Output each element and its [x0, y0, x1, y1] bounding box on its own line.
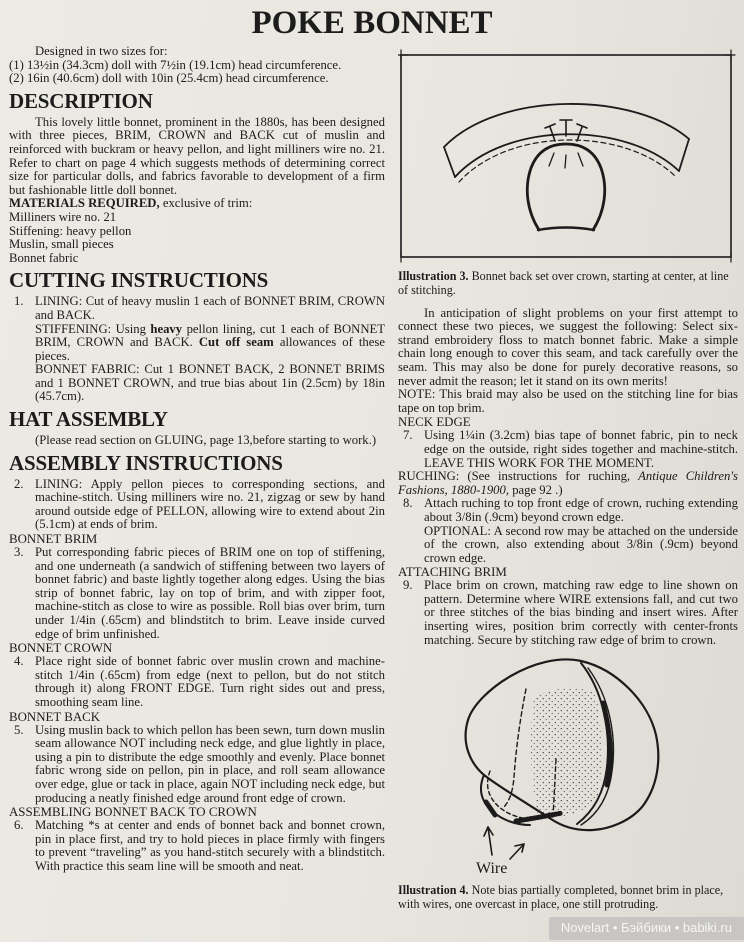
item-5-text: Using muslin back to which pellon has been sewn, turn down muslin seam allowance NOT including neck edge, and glue lightly in place, using a pin to distribute the edge smoothly and evenly. Place bonnet fabric wrong side on pellon, pin in place, and roll seam allowance over edge, glue or tack in place, again NOT including neck edge, but producing a neatly finished edge around front edge of crown.: [35, 722, 385, 805]
intro-lead: Designed in two sizes for:: [35, 44, 168, 58]
watermark-badge: [549, 917, 744, 940]
intro-size-1: (1) 13½in (34.3cm) doll with 7½in (19.1cm) head circumference.: [9, 57, 342, 72]
item-number: 7.: [403, 428, 413, 443]
materials-item: Milliners wire no. 21: [9, 209, 117, 224]
watermark-text: Novelart • Бэйбики • babiki.ru: [560, 920, 732, 935]
item-number: 4.: [14, 654, 24, 669]
assembly-item-2: [9, 478, 385, 532]
materials-item: Bonnet fabric: [9, 250, 79, 265]
item-number: 8.: [403, 496, 413, 511]
illustration-3-caption: Illustration 3. Bonnet back set over crown, starting at center, at line of stitching.: [398, 269, 729, 297]
subhead-bonnet-back: BONNET BACK: [9, 709, 101, 724]
right-column: [398, 45, 738, 912]
hat-assembly-heading: HAT ASSEMBLY: [9, 407, 168, 432]
illustration-3: [398, 49, 738, 263]
item-3-text: Put corresponding fabric pieces of BRIM one on top of stiffening, and one underneath (a sandwich of stiffening between two layers of bonnet fabric) and baste lightly together along edges. Using the bias strip of bonnet fabric, lay on top of brim, and with zipper foot, machine-stitch as close to wire as possible. Roll bias over brim, turn under 1/4in (.65cm) and blindstitch to brim. Leave inside curved edge of brim unfinished.: [35, 545, 385, 641]
intro-size-2: (2) 16in (40.6cm) doll with 10in (25.4cm) head circumference.: [9, 71, 329, 86]
description-paragraph: This lovely little bonnet, prominent in the 1880s, has been designed with three pieces, BRIM, CROWN and BACK cut of muslin and reinforced with buckram or heavy pellon, and light milliners wire no. 21. Refer to chart on page 4 which suggests methods of determining correct size for particular dolls, and fabrics favorable to development of a firm but fashionable little doll bonnet.: [9, 114, 385, 197]
assembly-instructions-heading: ASSEMBLY INSTRUCTIONS: [9, 450, 283, 475]
assembly-item-4: [9, 655, 385, 709]
item-number: 1.: [14, 294, 24, 309]
item-text: [35, 295, 385, 404]
item-number: 9.: [403, 578, 413, 593]
cutting-instructions-heading: CUTTING INSTRUCTIONS: [9, 268, 269, 293]
materials-item: Muslin, small pieces: [9, 237, 114, 252]
item-8: [398, 497, 738, 565]
item-number: 6.: [14, 818, 24, 833]
cutting-lining: LINING: Cut of heavy muslin 1 each of BONNET BRIM, CROWN and BACK.: [35, 294, 385, 322]
illustration-4: [404, 649, 738, 877]
materials-item: Stiffening: heavy pellon: [9, 223, 132, 238]
page-title: POKE BONNET: [251, 5, 493, 41]
illustration-4-drawing: [404, 649, 724, 877]
materials-heading-bold: MATERIALS REQUIRED,: [9, 196, 160, 211]
assembly-item-6: [9, 819, 385, 873]
materials-heading-rest: exclusive of trim:: [159, 196, 253, 211]
item-4-text: Place right side of bonnet fabric over muslin crown and machine-stitch 1/4in (.65cm) from edge (next to pellon, but do not stitch through it) along FRONT EDGE. Turn right sides out and press, smoothing seam line.: [35, 654, 385, 709]
item-7-text: Using 1¼in (3.2cm) bias tape of bonnet fabric, pin to neck edge on the outside, right sides together and machine-stitch. LEAVE THIS WORK FOR THE MOMENT.: [424, 428, 738, 470]
subhead-bonnet-crown: BONNET CROWN: [9, 641, 113, 656]
item-8-optional: OPTIONAL: A second row may be attached on the underside of the crown, also extending about 3/8in (.9cm) beyond crown edge.: [424, 523, 738, 565]
two-column-layout: [0, 45, 744, 912]
subhead-assembling-back-to-crown: ASSEMBLING BONNET BACK TO CROWN: [9, 805, 257, 820]
assembly-item-3: [9, 546, 385, 641]
subhead-bonnet-brim: BONNET BRIM: [9, 532, 98, 547]
cutting-item-1: [9, 295, 385, 404]
item-number: 2.: [14, 476, 24, 491]
materials-heading: [9, 197, 385, 211]
subhead-attaching-brim: ATTACHING BRIM: [398, 565, 507, 580]
item-9-text: Place brim on crown, matching raw edge to line shown on pattern. Determine where WIRE extensions fall, and cut two or three stitches of the bias binding and insert wires. After inserting wires, position brim correctly with center-fronts matching. Secure by stitching raw edge of brim to crown.: [424, 578, 738, 647]
item-number: 5.: [14, 722, 24, 737]
gluing-note: (Please read section on GLUING, page 13,before starting to work.): [35, 433, 377, 448]
left-column: [9, 45, 385, 912]
subhead-neck-edge: NECK EDGE: [398, 415, 471, 430]
wire-label: Wire: [476, 860, 508, 878]
item-number: 3.: [14, 545, 24, 560]
item-9: [398, 579, 738, 647]
item-2-text: LINING: Apply pellon pieces to corresponding sections, and machine-stitch. Using milliners wire no. 21, zigzag or sew by hand around outside edge of PELLON, allowing wire to extend about 2in (5.1cm) at ends of brim.: [35, 476, 385, 532]
description-heading: DESCRIPTION: [9, 88, 153, 113]
item-6-text: Matching *s at center and ends of bonnet back and bonnet crown, pin in place first, and try to hold pieces in place firmly with fingers to prevent “traveling” as you hand-stitch securely with a blindstitch. With practice this seam line will be smooth and neat.: [35, 818, 385, 873]
illustration-4-caption: Illustration 4. Note bias partially completed, bonnet brim in place, with wires, one overcast in place, one still protruding.: [398, 883, 724, 912]
item-7: [398, 429, 738, 470]
assembly-item-5: [9, 724, 385, 806]
item-8-text: Attach ruching to top front edge of crown, ruching extending about 3/8in (.9cm) beyond crown edge.: [424, 496, 738, 524]
connect-paragraph: In anticipation of slight problems on your first attempt to connect these two pieces, we suggest the following: Select six-strand embroidery floss to match bonnet fabric. Make a simple chain long enough to cover this seam, and tack carefully over the seam. This may also be done for purely decorative reasons, so never admit the reason; let it stand on its own merits!: [398, 305, 738, 388]
illustration-3-drawing: [398, 49, 736, 263]
cutting-bonnet-fabric: BONNET FABRIC: Cut 1 BONNET BACK, 2 BONNET BRIMS and 1 BONNET CROWN, and true bias about 1in (2.5cm) by 18in (45.7cm).: [35, 362, 385, 404]
braid-note: NOTE: This braid may also be used on the stitching line for bias tape on top brim.: [398, 387, 738, 415]
cutting-stiffening: STIFFENING: Using heavy pellon lining, cut 1 each of BONNET BRIM, CROWN and BACK. Cut off seam allowances of these pieces.: [35, 321, 385, 363]
ruching-paragraph: RUCHING: (See instructions for ruching, Antique Children's Fashions, 1880-1900, page 92 .): [398, 469, 738, 497]
